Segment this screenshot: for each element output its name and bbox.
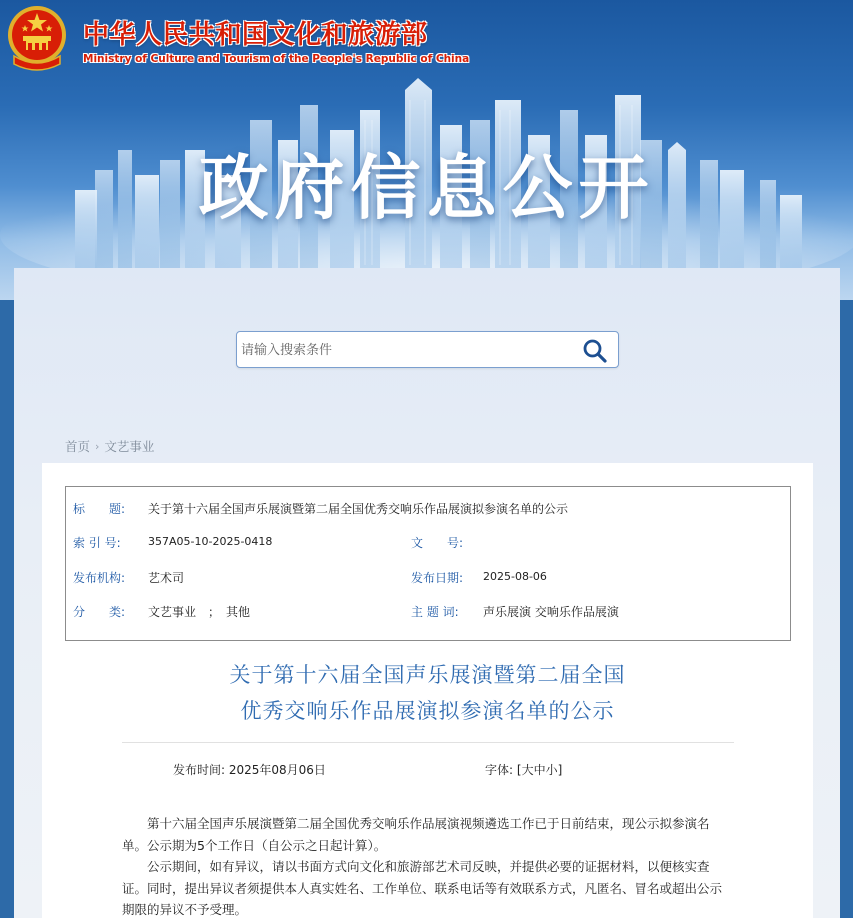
index-value: 357A05-10-2025-0418 xyxy=(148,535,273,548)
ministry-name-cn: 中华人民共和国文化和旅游部 xyxy=(83,20,428,50)
breadcrumb-current-link[interactable]: 文艺事业 xyxy=(104,439,155,454)
title-label: 标 题: xyxy=(73,502,126,516)
breadcrumb xyxy=(65,437,154,455)
docno-label: 文 号: xyxy=(411,536,464,550)
info-row-publisher xyxy=(66,569,790,603)
article-title-line-1: 关于第十六届全国声乐展演暨第二届全国 xyxy=(229,663,626,687)
category-label: 分 类: xyxy=(73,605,126,619)
font-size-switcher: 字体: [大中小] xyxy=(485,763,563,777)
breadcrumb-home-link[interactable]: 首页 xyxy=(65,439,91,454)
article-title xyxy=(42,657,813,729)
date-label: 发布日期: xyxy=(411,571,464,585)
title-value: 关于第十六届全国声乐展演暨第二届全国优秀交响乐作品展演拟参演名单的公示 xyxy=(148,502,569,516)
article-paragraph-1: 第十六届全国声乐展演暨第二届全国优秀交响乐作品展演视频遴选工作已于日前结束，现公示拟参演名单。公示期为5个工作日（自公示之日起计算）。 xyxy=(122,816,710,853)
topic-value: 声乐展演 交响乐作品展演 xyxy=(483,605,619,619)
font-size-small-button[interactable]: 小 xyxy=(545,763,558,777)
publisher-label: 发布机构: xyxy=(73,571,126,585)
ministry-name-en: Ministry of Culture and Tourism of the People's Republic of China xyxy=(83,53,470,65)
header-banner xyxy=(0,0,853,300)
article-paragraph-2: 公示期间，如有异议，请以书面方式向文化和旅游部艺术司反映，并提供必要的证据材料，以便核实查证。同时，提出异议者须提供本人真实姓名、工作单位、联系电话等有效联系方式，凡匿名、冒名或超出公示期限的异议不予受理。 xyxy=(122,859,723,917)
search-box xyxy=(236,331,619,368)
category-value: 文艺事业 ； 其他 xyxy=(148,605,251,619)
info-row-index xyxy=(66,534,790,568)
date-value: 2025-08-06 xyxy=(483,570,547,583)
info-row-category xyxy=(66,603,790,637)
national-emblem-icon xyxy=(6,4,68,74)
publisher-value: 艺术司 xyxy=(148,571,185,585)
search-input[interactable] xyxy=(241,338,571,362)
font-size-label: 字体: xyxy=(485,763,514,777)
breadcrumb-separator-icon: › xyxy=(95,439,100,453)
font-size-medium-button[interactable]: 中 xyxy=(533,763,546,777)
search-icon[interactable] xyxy=(582,338,608,364)
index-label: 索 引 号: xyxy=(73,536,121,550)
info-row-title xyxy=(66,500,790,534)
content-card xyxy=(42,463,813,918)
topic-label: 主 题 词: xyxy=(411,605,459,619)
title-divider xyxy=(122,742,734,743)
info-table xyxy=(65,486,791,641)
article-body xyxy=(122,813,734,918)
article-title-line-2: 优秀交响乐作品展演拟参演名单的公示 xyxy=(240,699,615,723)
font-size-large-button[interactable]: 大 xyxy=(521,763,534,777)
publish-time: 发布时间: 2025年08月06日 xyxy=(173,763,326,777)
hero-title: 政府信息公开 xyxy=(198,147,655,229)
